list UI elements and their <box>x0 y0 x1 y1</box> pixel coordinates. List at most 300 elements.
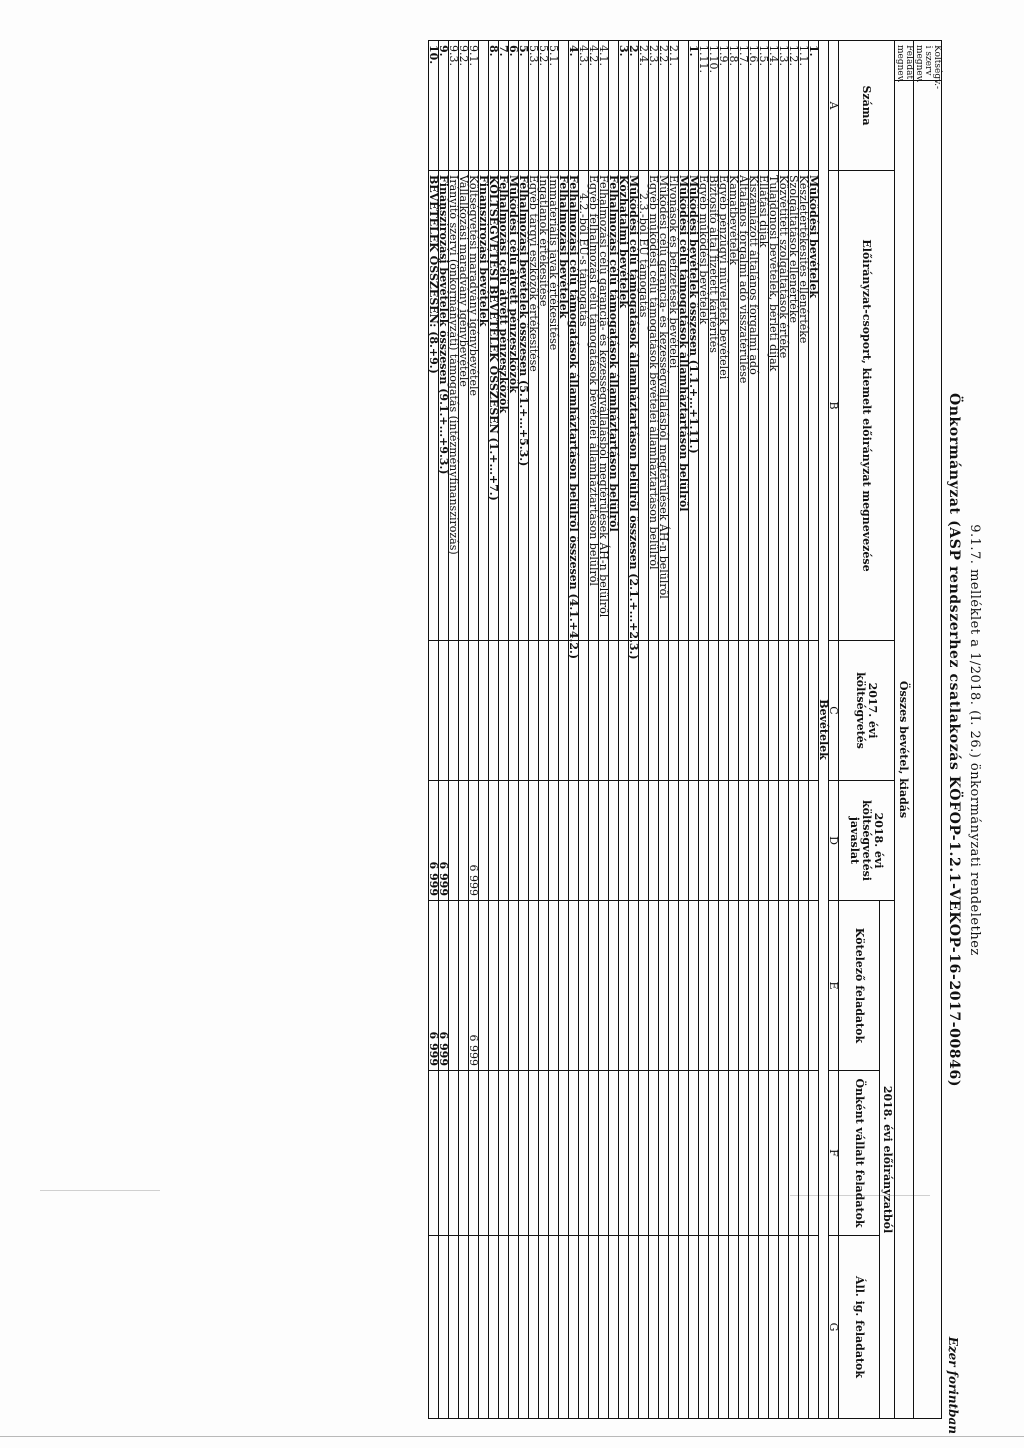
table-row <box>579 41 589 1419</box>
cell-c <box>449 641 459 781</box>
row-number: 2. <box>629 41 639 171</box>
row-number: 4.2. <box>589 41 599 171</box>
cell-g <box>429 1236 439 1419</box>
cell-f <box>749 1071 759 1236</box>
table-row <box>449 41 459 1419</box>
table-row <box>549 41 559 1419</box>
table-row <box>789 41 799 1419</box>
cell-g <box>589 1236 599 1419</box>
row-name: Felhalmozási bevételek <box>559 171 569 641</box>
table-row <box>609 41 619 1419</box>
cell-g <box>619 1236 629 1419</box>
table-row <box>619 41 629 1419</box>
cell-e <box>799 901 809 1071</box>
row-number: 4.1. <box>599 41 609 171</box>
cell-g <box>469 1236 479 1419</box>
table-row <box>779 41 789 1419</box>
row-number: 1.4. <box>769 41 779 171</box>
column-letter: G <box>829 1236 839 1419</box>
row-name: Irányító szervi (önkormányzati) támogatás (intézményfinanszírozás) <box>449 171 459 641</box>
cell-d: 6 999 <box>469 781 479 901</box>
cell-c <box>469 641 479 781</box>
cell-f <box>579 1071 589 1236</box>
row-number: 1.9. <box>719 41 729 171</box>
cell-f <box>619 1071 629 1236</box>
cell-d <box>559 781 569 901</box>
cell-f <box>429 1071 439 1236</box>
cell-f <box>769 1071 779 1236</box>
cell-g <box>579 1236 589 1419</box>
cell-d <box>759 781 769 901</box>
row-number: 9.1. <box>469 41 479 171</box>
cell-g <box>749 1236 759 1419</box>
row-name: Ellátási díjak <box>759 171 769 641</box>
cell-e: 6 999 <box>469 901 479 1071</box>
row-number: 1.2. <box>789 41 799 171</box>
row-number: 5.3. <box>529 41 539 171</box>
cell-g <box>449 1236 459 1419</box>
budget-org-label: Költségv.-i szerv megnev. <box>914 41 942 81</box>
row-name: Kamatbevételek <box>729 171 739 641</box>
row-name: Elvonások és befizetések bevételei <box>669 171 679 641</box>
cell-c <box>569 641 579 781</box>
cell-c <box>749 641 759 781</box>
cell-e <box>679 901 689 1071</box>
row-name: Ingatlanok értékesítése <box>539 171 549 641</box>
row-name: Szolgáltatások ellenértéke <box>789 171 799 641</box>
cell-g <box>679 1236 689 1419</box>
cell-g <box>559 1236 569 1419</box>
task-row <box>895 41 914 1419</box>
row-number: 1.11. <box>699 41 709 171</box>
table-body <box>429 41 819 1419</box>
row-name: Működési célú átvett pénzeszközök <box>509 171 519 641</box>
cell-g <box>669 1236 679 1419</box>
cell-e <box>659 901 669 1071</box>
row-name: Közhatalmi bevételek <box>619 171 629 641</box>
cell-g <box>509 1236 519 1419</box>
cell-e <box>549 901 559 1071</box>
col-number-header: Száma <box>839 41 895 171</box>
table-row <box>509 41 519 1419</box>
cell-c <box>669 641 679 781</box>
cell-d <box>809 781 819 901</box>
cell-c <box>739 641 749 781</box>
cell-c <box>429 641 439 781</box>
col-e-header: Kötelező feladatok <box>839 901 880 1071</box>
table-row <box>589 41 599 1419</box>
cell-g <box>479 1236 489 1419</box>
cell-c <box>609 641 619 781</box>
col-d-header: 2018. évi költségvetési javaslat <box>839 781 895 901</box>
cell-f <box>439 1071 449 1236</box>
cell-d <box>599 781 609 901</box>
row-name: Finanszírozási bevételek <box>479 171 489 641</box>
cell-f <box>679 1071 689 1236</box>
cell-d <box>619 781 629 901</box>
table-row <box>559 41 569 1419</box>
section-label: Bevételek <box>819 41 829 1419</box>
cell-g <box>569 1236 579 1419</box>
row-name: Költségvetési maradvány igénybevétele <box>469 171 479 641</box>
cell-e <box>479 901 489 1071</box>
table-row <box>529 41 539 1419</box>
cell-g <box>799 1236 809 1419</box>
cell-c <box>629 641 639 781</box>
cell-e <box>619 901 629 1071</box>
cell-d <box>609 781 619 901</box>
cell-d <box>709 781 719 901</box>
budget-org-row <box>914 41 942 1419</box>
row-name: Készletértékesítés ellenértéke <box>799 171 809 641</box>
row-name: Közvetített szolgáltatások értéke <box>779 171 789 641</box>
row-name: Működési célú támogatások államháztartáson belülről összesen (2.1.+...+2.3.) <box>629 171 639 641</box>
cell-d <box>679 781 689 901</box>
table-row <box>469 41 479 1419</box>
row-number <box>609 41 619 171</box>
row-number: 5.1. <box>549 41 559 171</box>
table-row <box>729 41 739 1419</box>
cell-g <box>439 1236 449 1419</box>
cell-d <box>549 781 559 901</box>
cell-f <box>809 1071 819 1236</box>
cell-e <box>589 901 599 1071</box>
row-number: 1.8. <box>729 41 739 171</box>
cell-c <box>679 641 689 781</box>
cell-c <box>439 641 449 781</box>
row-number: 1.7. <box>739 41 749 171</box>
row-name: 2.3.-ból EU támogatás <box>639 171 649 641</box>
cell-d <box>729 781 739 901</box>
column-letter: A <box>829 41 839 171</box>
cell-c <box>559 641 569 781</box>
cell-f <box>509 1071 519 1236</box>
cell-c <box>779 641 789 781</box>
cell-c <box>769 641 779 781</box>
row-number: 4. <box>569 41 579 171</box>
row-number: 1.3. <box>779 41 789 171</box>
row-name: Tulajdonosi bevételek, bérleti díjak <box>769 171 779 641</box>
row-name: Finanszírozási bevételek összesen (9.1.+...+9.3.) <box>439 171 449 641</box>
cell-e <box>749 901 759 1071</box>
cell-e <box>569 901 579 1071</box>
row-number: 5. <box>519 41 529 171</box>
row-name: Egyéb tárgyi eszközök értékesítése <box>529 171 539 641</box>
row-name: Felhalmozási célú támogatások államháztartáson belülről összesen (4.1.+4.2.) <box>569 171 579 641</box>
row-number: 6. <box>509 41 519 171</box>
table-row <box>679 41 689 1419</box>
table-row <box>769 41 779 1419</box>
row-number <box>679 41 689 171</box>
column-letter-row <box>829 41 839 1419</box>
row-name: 4.2.-ből EU-s támogatás <box>579 171 589 641</box>
cell-e <box>649 901 659 1071</box>
cell-c <box>639 641 649 781</box>
cell-d <box>719 781 729 901</box>
cell-g <box>649 1236 659 1419</box>
row-number: 5.2. <box>539 41 549 171</box>
cell-g <box>769 1236 779 1419</box>
cell-c <box>789 641 799 781</box>
cell-f <box>669 1071 679 1236</box>
cell-e <box>739 901 749 1071</box>
cell-c <box>759 641 769 781</box>
row-number: 4.3. <box>579 41 589 171</box>
cell-c <box>649 641 659 781</box>
cell-e <box>629 901 639 1071</box>
row-name: Egyéb pénzügyi műveletek bevételei <box>719 171 729 641</box>
main-title: Önkormányzat (ASP rendszerhez csatlakozás KÖFOP-1.2.1-VEKOP-16-2017-00846) <box>946 392 962 1088</box>
column-letter: C <box>829 641 839 781</box>
row-name: Felhalmozási célú garancia- és kezességvállalásból megtérülések ÁH-n belülről <box>599 171 609 641</box>
cell-c <box>479 641 489 781</box>
cell-f <box>479 1071 489 1236</box>
cell-f <box>689 1071 699 1236</box>
cell-g <box>639 1236 649 1419</box>
cell-f <box>629 1071 639 1236</box>
table-row <box>689 41 699 1419</box>
cell-f <box>729 1071 739 1236</box>
row-number: 9.2. <box>459 41 469 171</box>
cell-f <box>649 1071 659 1236</box>
cell-d <box>769 781 779 901</box>
row-number <box>559 41 569 171</box>
cell-e: 6 999 <box>439 901 449 1071</box>
header-row-1 <box>880 41 895 1419</box>
table-row <box>669 41 679 1419</box>
cell-c <box>459 641 469 781</box>
cell-f <box>459 1071 469 1236</box>
annex-title: 9.1.7. melléklet a 1/2018. (I. 26.) önkormányzati rendelethez <box>967 524 982 956</box>
cell-e <box>769 901 779 1071</box>
cell-f <box>789 1071 799 1236</box>
cell-e <box>559 901 569 1071</box>
cell-g <box>789 1236 799 1419</box>
cell-g <box>609 1236 619 1419</box>
cell-c <box>689 641 699 781</box>
cell-d <box>539 781 549 901</box>
column-letter: F <box>829 1071 839 1236</box>
cell-f <box>489 1071 499 1236</box>
cell-d <box>789 781 799 901</box>
cell-g <box>549 1236 559 1419</box>
cell-g <box>599 1236 609 1419</box>
cell-c <box>659 641 669 781</box>
table-row <box>429 41 439 1419</box>
table-row <box>629 41 639 1419</box>
row-name: Működési célú támogatások államháztartáson belülről <box>679 171 689 641</box>
cell-e <box>689 901 699 1071</box>
table-row <box>799 41 809 1419</box>
cell-d <box>739 781 749 901</box>
cell-d: 6 999 <box>439 781 449 901</box>
cell-g <box>779 1236 789 1419</box>
table-row <box>499 41 509 1419</box>
cell-g <box>709 1236 719 1419</box>
cell-e <box>579 901 589 1071</box>
cell-c <box>709 641 719 781</box>
cell-c <box>599 641 609 781</box>
row-name: Egyéb felhalmozási célú támogatások bevételei államháztartáson belülről <box>589 171 599 641</box>
cell-d <box>489 781 499 901</box>
cell-c <box>539 641 549 781</box>
cell-g <box>499 1236 509 1419</box>
budget-org-value <box>914 81 942 1419</box>
cell-e <box>789 901 799 1071</box>
table-row <box>599 41 609 1419</box>
task-label: Feladat megnev. <box>895 41 914 81</box>
column-letter: E <box>829 901 839 1071</box>
cell-f <box>699 1071 709 1236</box>
row-number: 10. <box>429 41 439 171</box>
cell-e <box>489 901 499 1071</box>
cell-d <box>649 781 659 901</box>
cell-e <box>449 901 459 1071</box>
row-name: Működési célú garancia- és kezességvállalásból megtérülések ÁH-n belülről <box>659 171 669 641</box>
cell-g <box>739 1236 749 1419</box>
cell-c <box>499 641 509 781</box>
budget-table <box>428 40 942 1419</box>
cell-e <box>699 901 709 1071</box>
cell-d <box>629 781 639 901</box>
cell-f <box>609 1071 619 1236</box>
row-name: Működési bevételek <box>809 171 819 641</box>
cell-f <box>759 1071 769 1236</box>
cell-c <box>699 641 709 781</box>
col-group-header: Előirányzat-csoport, kiemelt előirányzat megnevezése <box>839 171 895 641</box>
cell-d <box>499 781 509 901</box>
cell-d <box>639 781 649 901</box>
cell-f <box>799 1071 809 1236</box>
table-row <box>539 41 549 1419</box>
cell-g <box>689 1236 699 1419</box>
row-number: 1. <box>689 41 699 171</box>
row-number: 9. <box>439 41 449 171</box>
cell-f <box>709 1071 719 1236</box>
column-letter: B <box>829 171 839 641</box>
cell-g <box>539 1236 549 1419</box>
row-name: Kiszámlázott általános forgalmi adó <box>749 171 759 641</box>
cell-d: 6 999 <box>429 781 439 901</box>
cell-g <box>629 1236 639 1419</box>
cell-f <box>499 1071 509 1236</box>
cell-e <box>529 901 539 1071</box>
cell-d <box>659 781 669 901</box>
row-number: 2.3. <box>649 41 659 171</box>
cell-c <box>729 641 739 781</box>
table-row <box>489 41 499 1419</box>
row-name: Felhalmozási bevételek összesen (5.1.+...+5.3.) <box>519 171 529 641</box>
cell-f <box>659 1071 669 1236</box>
rotated-document <box>0 40 1000 1440</box>
cell-d <box>529 781 539 901</box>
cell-d <box>779 781 789 901</box>
cell-f <box>569 1071 579 1236</box>
cell-d <box>579 781 589 901</box>
cell-f <box>639 1071 649 1236</box>
cell-e <box>499 901 509 1071</box>
cell-d <box>799 781 809 901</box>
cell-d <box>689 781 699 901</box>
table-row <box>749 41 759 1419</box>
cell-d <box>699 781 709 901</box>
row-name: Felhalmozási célú támogatások államháztartáson belülről <box>609 171 619 641</box>
row-name: Működési bevételek összesen (1.1.+...+1.11.) <box>689 171 699 641</box>
cell-d <box>569 781 579 901</box>
row-number: 1.5. <box>759 41 769 171</box>
row-name: KÖLTSÉGVETÉSI BEVÉTELEK ÖSSZESEN (1.+...+7.) <box>489 171 499 641</box>
cell-f <box>599 1071 609 1236</box>
cell-e <box>809 901 819 1071</box>
cell-c <box>719 641 729 781</box>
cell-e <box>719 901 729 1071</box>
row-name: Egyéb működési célú támogatások bevételei államháztartáson belülről <box>649 171 659 641</box>
section-row <box>819 41 829 1419</box>
group-efg-header: 2018. évi előirányzatból <box>880 901 895 1419</box>
cell-c <box>549 641 559 781</box>
cell-e <box>759 901 769 1071</box>
cell-g <box>459 1236 469 1419</box>
row-name: Biztosító által fizetett kártérítés <box>709 171 719 641</box>
cell-f <box>519 1071 529 1236</box>
table-row <box>459 41 469 1419</box>
row-number: 3. <box>619 41 629 171</box>
cell-g <box>809 1236 819 1419</box>
cell-e <box>509 901 519 1071</box>
unit-label: Ezer forintban <box>946 1336 960 1434</box>
table-row <box>719 41 729 1419</box>
table-row <box>439 41 449 1419</box>
row-number: 1. <box>809 41 819 171</box>
cell-f <box>469 1071 479 1236</box>
row-name: Felhalmozási célú átvett pénzeszközök <box>499 171 509 641</box>
cell-e <box>779 901 789 1071</box>
cell-f <box>539 1071 549 1236</box>
row-name: Vállalkozási maradvány igénybevétele <box>459 171 469 641</box>
cell-e <box>519 901 529 1071</box>
cell-f <box>779 1071 789 1236</box>
cell-c <box>589 641 599 781</box>
cell-c <box>529 641 539 781</box>
table-row <box>699 41 709 1419</box>
row-name: Egyéb működési bevételek <box>699 171 709 641</box>
table-row <box>639 41 649 1419</box>
cell-e <box>639 901 649 1071</box>
col-g-header: Áll. ig. feladatok <box>839 1236 880 1419</box>
cell-e <box>609 901 619 1071</box>
cell-d <box>589 781 599 901</box>
cell-e <box>709 901 719 1071</box>
row-number: 1.1. <box>799 41 809 171</box>
cell-d <box>669 781 679 901</box>
cell-f <box>549 1071 559 1236</box>
column-letter: D <box>829 781 839 901</box>
table-row <box>479 41 489 1419</box>
col-f-header: Önként vállalt feladatok <box>839 1071 880 1236</box>
cell-g <box>519 1236 529 1419</box>
table-row <box>519 41 529 1419</box>
table-row <box>659 41 669 1419</box>
section-title: Összes bevétel, kiadás <box>895 81 914 1419</box>
cell-f <box>559 1071 569 1236</box>
cell-g <box>489 1236 499 1419</box>
row-number: 1.10. <box>709 41 719 171</box>
row-name: BEVÉTELEK ÖSSZESEN: (8.+9.) <box>429 171 439 641</box>
cell-e <box>669 901 679 1071</box>
cell-g <box>729 1236 739 1419</box>
table-row <box>739 41 749 1419</box>
cell-e: 6 999 <box>429 901 439 1071</box>
